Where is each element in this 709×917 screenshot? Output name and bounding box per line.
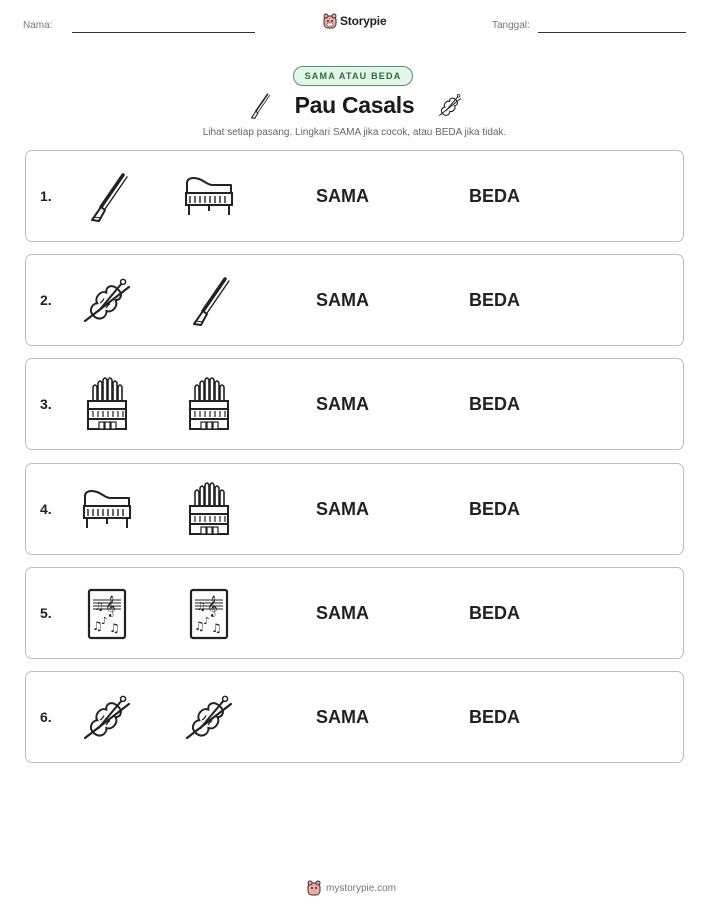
pipe-organ-icon (79, 377, 135, 433)
different-option[interactable]: BEDA (469, 603, 521, 623)
name-label: Nama: (23, 20, 53, 31)
comparison-row (25, 567, 684, 659)
comparison-row (25, 150, 684, 242)
storypie-mascot-icon (323, 13, 337, 29)
activity-badge: SAMA ATAU BEDA (293, 66, 413, 86)
pipe-organ-icon (181, 377, 237, 433)
same-option[interactable]: SAMA (316, 499, 369, 519)
different-option[interactable]: BEDA (469, 707, 521, 727)
different-option[interactable]: BEDA (469, 290, 521, 310)
instructions: Lihat setiap pasang. Lingkari SAMA jika cocok, atau BEDA jika tidak. (202, 127, 507, 138)
bow-icon (79, 169, 135, 225)
date-line[interactable] (538, 32, 686, 33)
same-option[interactable]: SAMA (316, 707, 369, 727)
row-number: 2. (40, 292, 52, 308)
sheet-music-icon (181, 586, 237, 642)
different-option[interactable]: BEDA (469, 186, 521, 206)
row-number: 5. (40, 605, 52, 621)
row-number: 1. (40, 188, 52, 204)
brand-logo (323, 13, 386, 29)
row-number: 6. (40, 709, 52, 725)
violin-icon (79, 273, 135, 329)
pipe-organ-icon (181, 482, 237, 538)
storypie-mascot-icon (307, 880, 321, 896)
same-option[interactable]: SAMA (316, 186, 369, 206)
comparison-row (25, 463, 684, 555)
footer (307, 880, 396, 896)
comparison-row (25, 254, 684, 346)
bow-icon (181, 273, 237, 329)
row-number: 3. (40, 396, 52, 412)
comparison-row (25, 358, 684, 450)
page-title: Pau Casals (294, 92, 415, 118)
row-number: 4. (40, 501, 52, 517)
name-line[interactable] (72, 32, 255, 33)
same-option[interactable]: SAMA (316, 394, 369, 414)
footer-site[interactable]: mystorypie.com (326, 882, 397, 894)
grand-piano-icon (181, 169, 237, 225)
different-option[interactable]: BEDA (469, 499, 521, 519)
violin-icon (181, 690, 237, 746)
comparison-row (25, 671, 684, 763)
date-label: Tanggal: (492, 20, 530, 31)
sheet-music-icon (79, 586, 135, 642)
brand-name: Storypie (340, 14, 387, 28)
different-option[interactable]: BEDA (469, 394, 521, 414)
violin-icon (435, 90, 465, 127)
same-option[interactable]: SAMA (316, 290, 369, 310)
grand-piano-icon (79, 482, 135, 538)
violin-icon (79, 690, 135, 746)
same-option[interactable]: SAMA (316, 603, 369, 623)
